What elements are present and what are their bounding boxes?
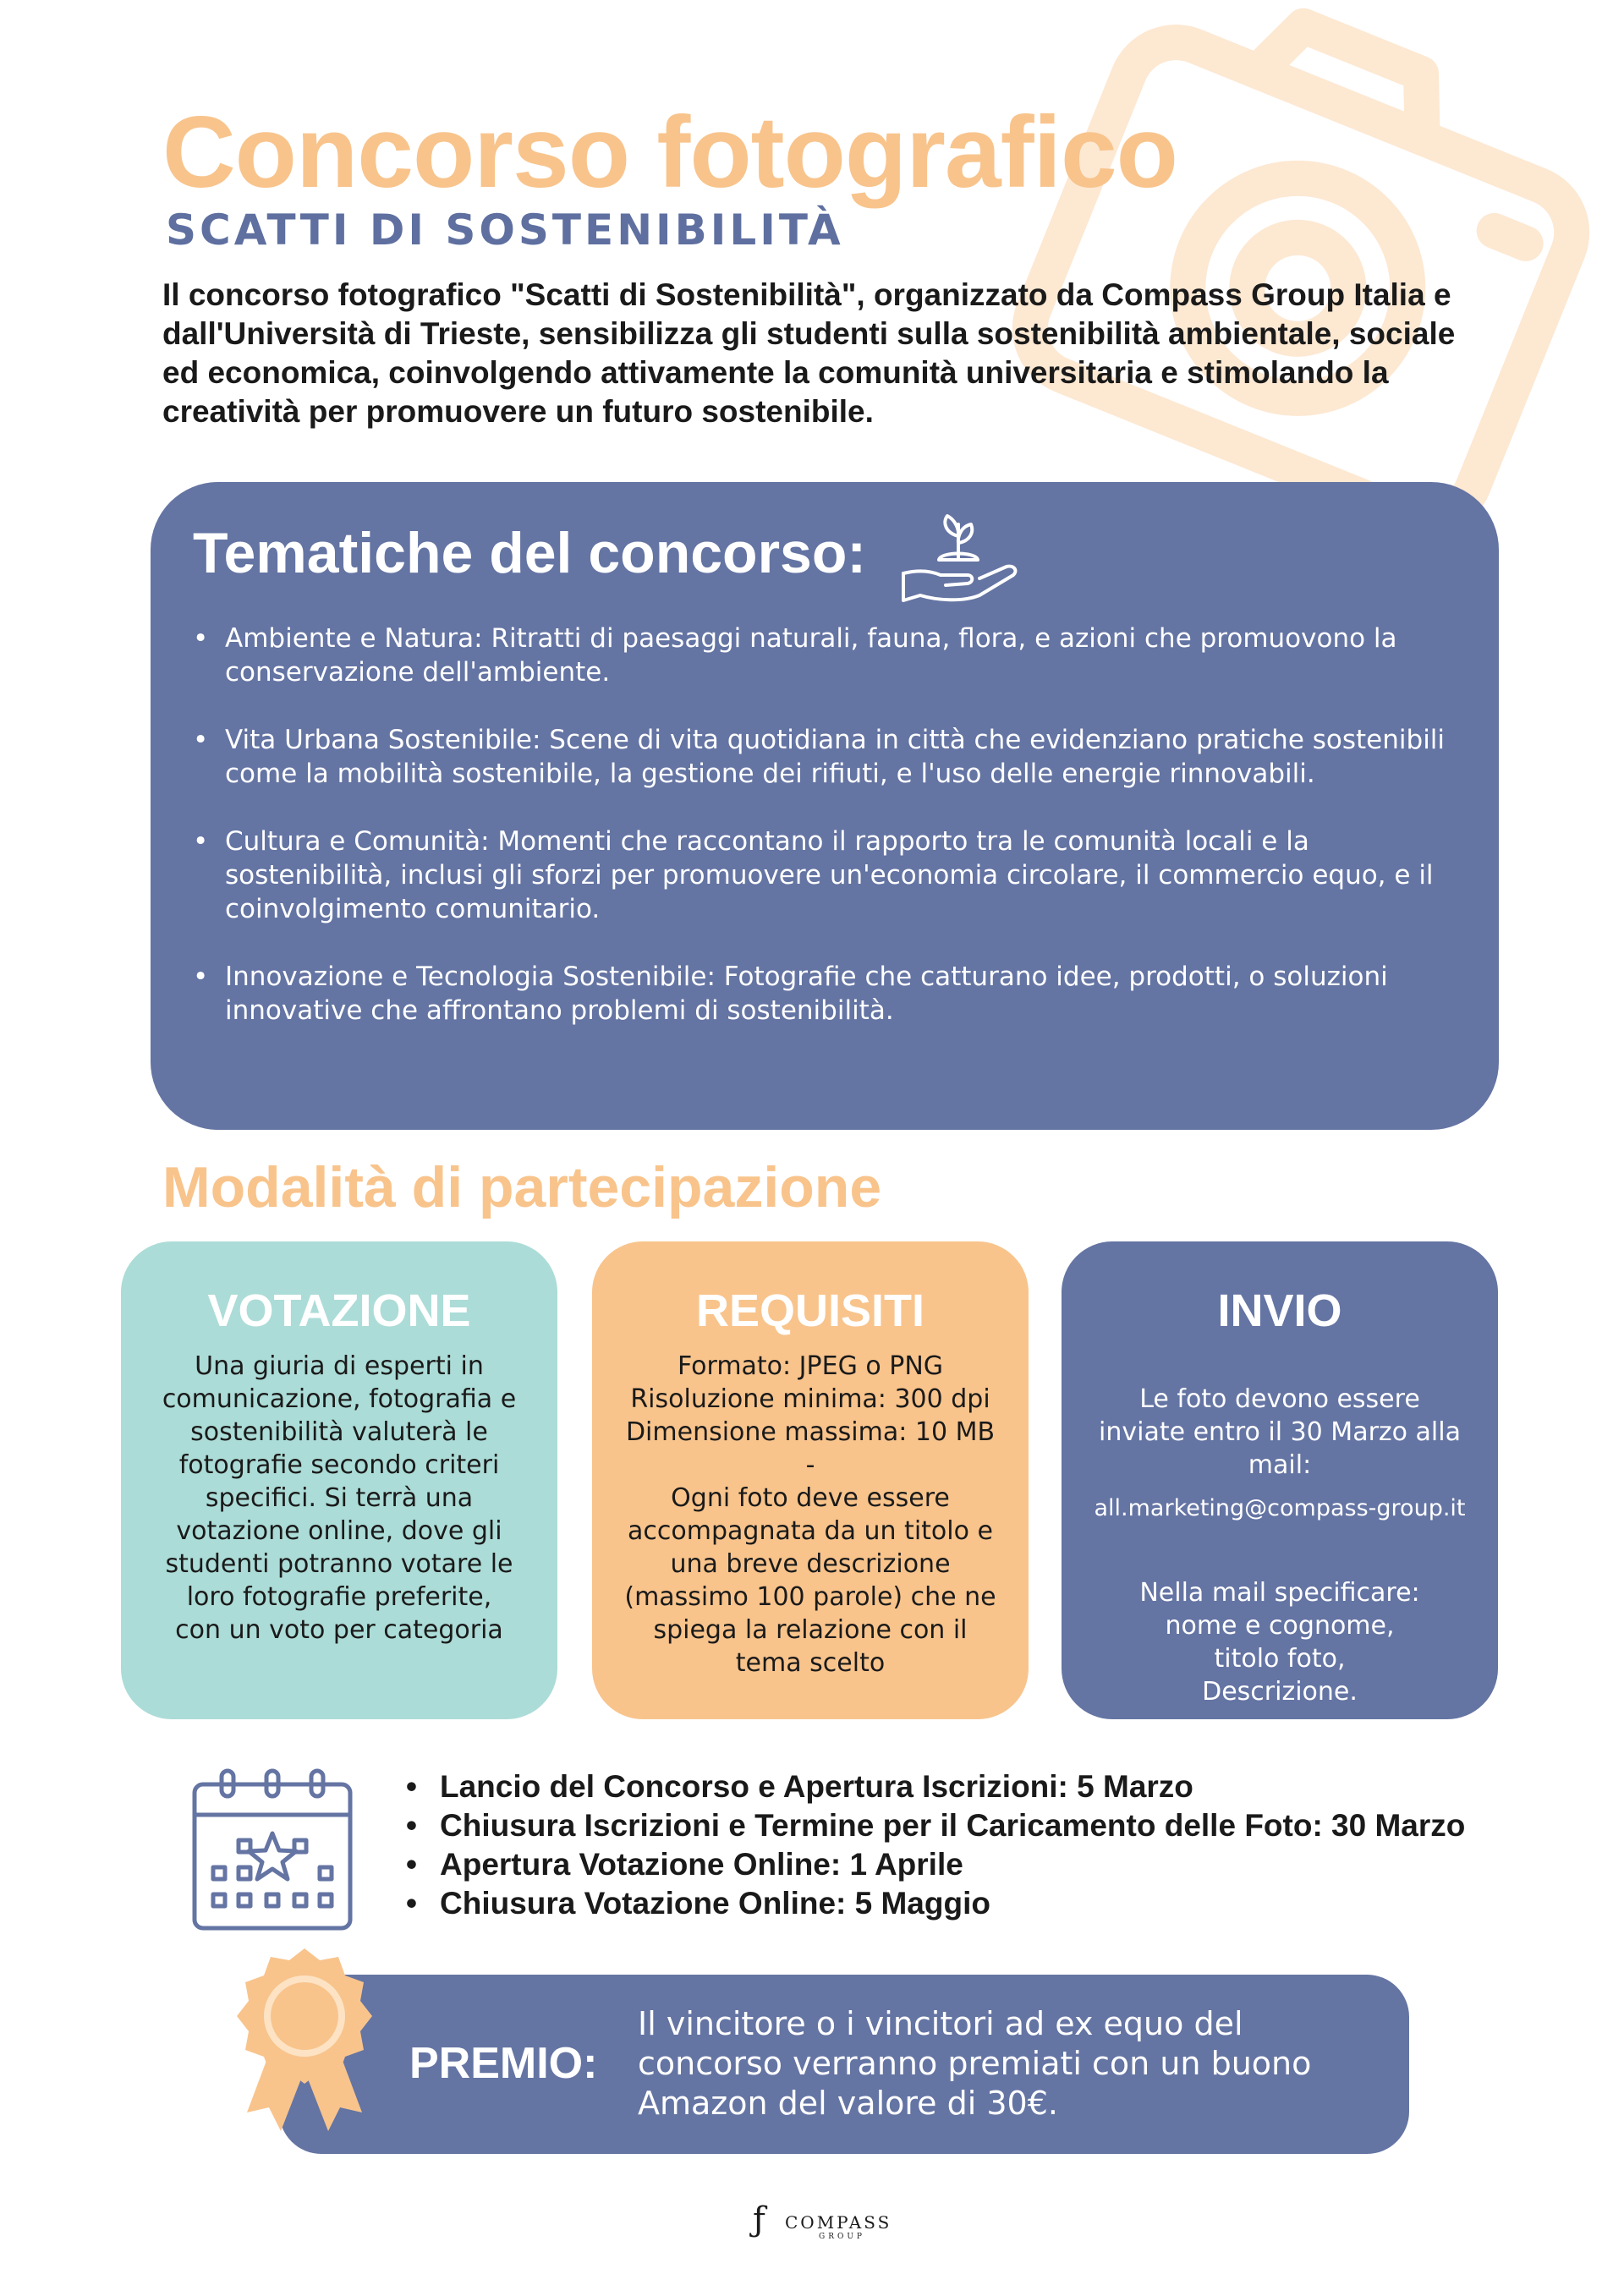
- invio-email-link[interactable]: all.marketing@compass-group.it: [1094, 1495, 1466, 1521]
- invio-body: [1081, 1350, 1479, 1708]
- page-subtitle: SCATTI DI SOSTENIBILITÀ: [166, 205, 844, 255]
- themes-panel: [151, 482, 1499, 1130]
- page-title: Concorso fotografico: [162, 96, 1177, 209]
- calendar-star-icon: [188, 1766, 357, 1935]
- compass-group-logo: [753, 2197, 905, 2251]
- logo-text: COMPASS: [785, 2212, 892, 2233]
- plant-in-hand-icon: [895, 507, 1022, 609]
- compass-logo-mark-icon: ƒ: [753, 2200, 765, 2239]
- list-item: • Chiusura Votazione Online: 5 Maggio: [406, 1884, 1556, 1923]
- dates-list: [406, 1767, 1556, 1923]
- participation-title: Modalità di partecipazione: [162, 1155, 882, 1219]
- themes-title: Tematiche del concorso:: [193, 521, 867, 585]
- prize-text: Il vincitore o i vincitori ad ex equo del concorso verranno premiati con un buono Amazon del valore di 30€.: [638, 2005, 1312, 2122]
- logo-subtext: GROUP: [819, 2233, 865, 2241]
- list-item: • Vita Urbana Sostenibile: Scene di vita quotidiana in città che evidenziano pratiche sostenibili come la mobilità sostenibile, la gestione dei rifiuti, e l'uso delle energie rinnovabili.: [193, 723, 1470, 791]
- votazione-body: Una giuria di esperti in comunicazione, fotografia e sostenibilità valuterà le fotografie secondo criteri specifici. Si terrà una votazione online, dove gli studenti potranno votare le loro fotografie preferite, con un voto per categoria: [162, 1351, 517, 1645]
- list-item: • Lancio del Concorso e Apertura Iscrizioni: 5 Marzo: [406, 1767, 1556, 1806]
- list-item: • Ambiente e Natura: Ritratti di paesaggi naturali, fauna, flora, e azioni che promuovono la conservazione dell'ambiente.: [193, 622, 1470, 689]
- invio-title: INVIO: [1217, 1285, 1342, 1336]
- votazione-title: VOTAZIONE: [207, 1285, 471, 1336]
- invio-card: [1062, 1241, 1498, 1719]
- invio-text-bottom: Nella mail specificare: nome e cognome, titolo foto, Descrizione.: [1139, 1578, 1420, 1707]
- award-medal-icon: [228, 1943, 381, 2138]
- invio-text-top: Le foto devono essere inviate entro il 30 Marzo alla mail:: [1099, 1384, 1461, 1480]
- requisiti-title: REQUISITI: [695, 1285, 925, 1336]
- list-item: • Innovazione e Tecnologia Sostenibile: Fotografie che catturano idee, prodotti, o soluzioni innovative che affrontano problemi di sostenibilità.: [193, 960, 1470, 1027]
- votazione-card: [121, 1241, 557, 1719]
- themes-list: [193, 622, 1470, 1061]
- intro-paragraph: Il concorso fotografico "Scatti di Sostenibilità", organizzato da Compass Group Italia e dall'Università di Trieste, sensibilizza gli studenti sulla sostenibilità ambientale, sociale ed economica, coinvolgendo attivamente la comunità universitaria e stimolando la creatività per promuovere un futuro sostenibile.: [162, 277, 1456, 429]
- camera-icon: [947, 0, 1624, 541]
- requisiti-card: [592, 1241, 1029, 1719]
- list-item: • Cultura e Comunità: Momenti che raccontano il rapporto tra le comunità locali e la sostenibilità, inclusi gli sforzi per promuovere un'economia circolare, il commercio equo, e il coinvolgimento comunitario.: [193, 825, 1470, 926]
- list-item: • Chiusura Iscrizioni e Termine per il Caricamento delle Foto: 30 Marzo: [406, 1806, 1556, 1845]
- prize-label: PREMIO:: [409, 2039, 598, 2088]
- list-item: • Apertura Votazione Online: 1 Aprile: [406, 1845, 1556, 1884]
- requisiti-body: Formato: JPEG o PNG Risoluzione minima: 300 dpi Dimensione massima: 10 MB - Ogni foto deve essere accompagnata da un titolo e una breve descrizione (massimo 100 parole) che ne spiega la relazione con il tema scelto: [624, 1351, 996, 1678]
